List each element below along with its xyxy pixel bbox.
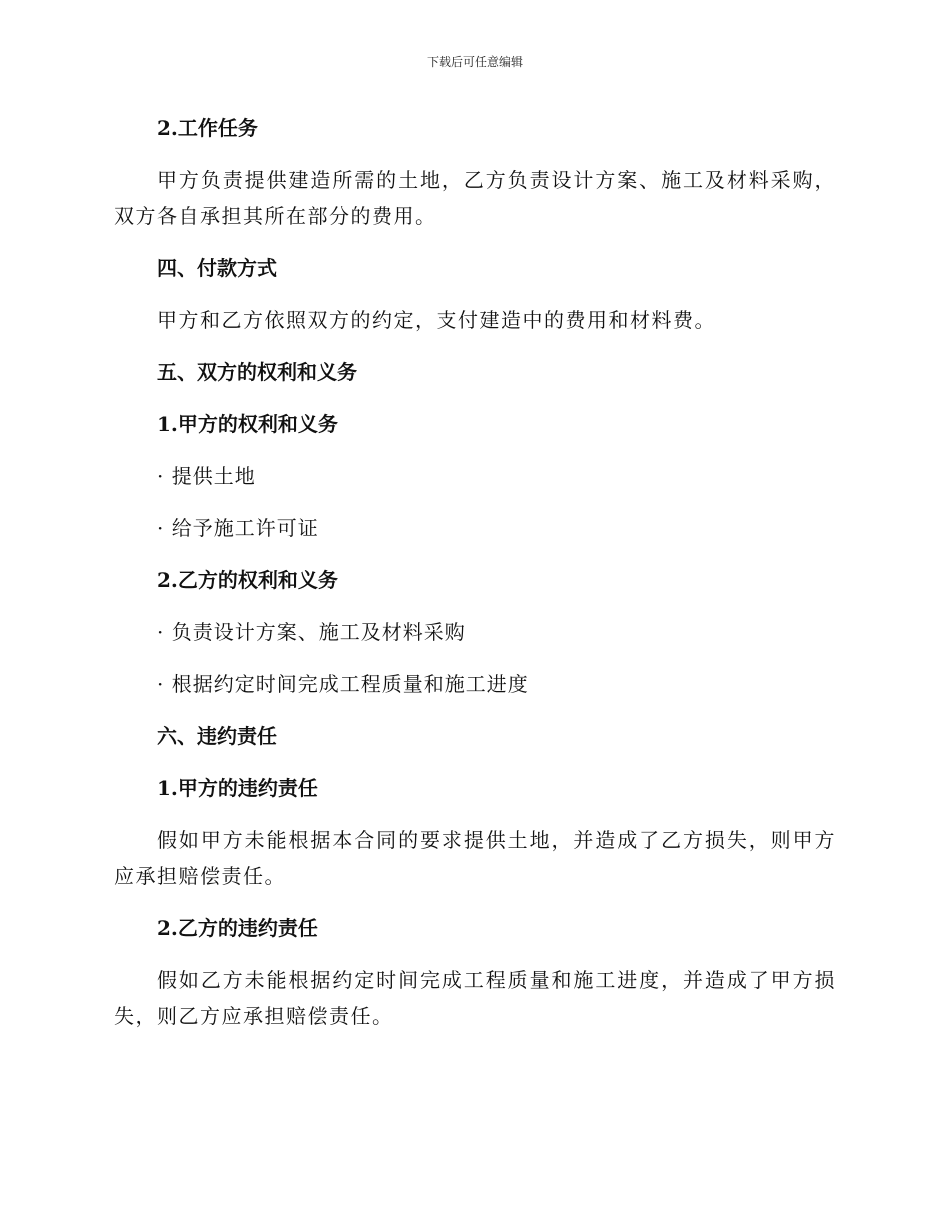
list-item: · 给予施工许可证 bbox=[157, 516, 319, 540]
heading-rights-obligations: 五、双方的权利和义务 bbox=[157, 360, 357, 384]
subheading-party-a-rights: 1.甲方的权利和义务 bbox=[157, 412, 338, 436]
subheading-party-a-breach: 1.甲方的违约责任 bbox=[157, 776, 318, 800]
subheading-party-b-breach: 2.乙方的违约责任 bbox=[157, 916, 318, 940]
paragraph-work-tasks: 甲方负责提供建造所需的土地，乙方负责设计方案、施工及材料采购，双方各自承担其所在部分的费用。 bbox=[114, 168, 836, 228]
list-item: · 根据约定时间完成工程质量和施工进度 bbox=[157, 672, 529, 696]
list-item: · 负责设计方案、施工及材料采购 bbox=[157, 620, 466, 644]
heading-payment-method: 四、付款方式 bbox=[157, 256, 277, 280]
list-item: · 提供土地 bbox=[157, 464, 256, 488]
paragraph-payment-method: 甲方和乙方依照双方的约定，支付建造中的费用和材料费。 bbox=[157, 308, 716, 332]
heading-work-tasks: 2.工作任务 bbox=[157, 116, 258, 140]
heading-breach-liability: 六、违约责任 bbox=[157, 724, 277, 748]
paragraph-party-a-breach: 假如甲方未能根据本合同的要求提供土地，并造成了乙方损失，则甲方应承担赔偿责任。 bbox=[114, 828, 836, 888]
page-header: 下载后可任意编辑 bbox=[426, 55, 523, 69]
paragraph-party-b-breach: 假如乙方未能根据约定时间完成工程质量和施工进度，并造成了甲方损失，则乙方应承担赔偿责任。 bbox=[114, 968, 836, 1028]
document-body bbox=[114, 108, 836, 1034]
subheading-party-b-rights: 2.乙方的权利和义务 bbox=[157, 568, 338, 592]
